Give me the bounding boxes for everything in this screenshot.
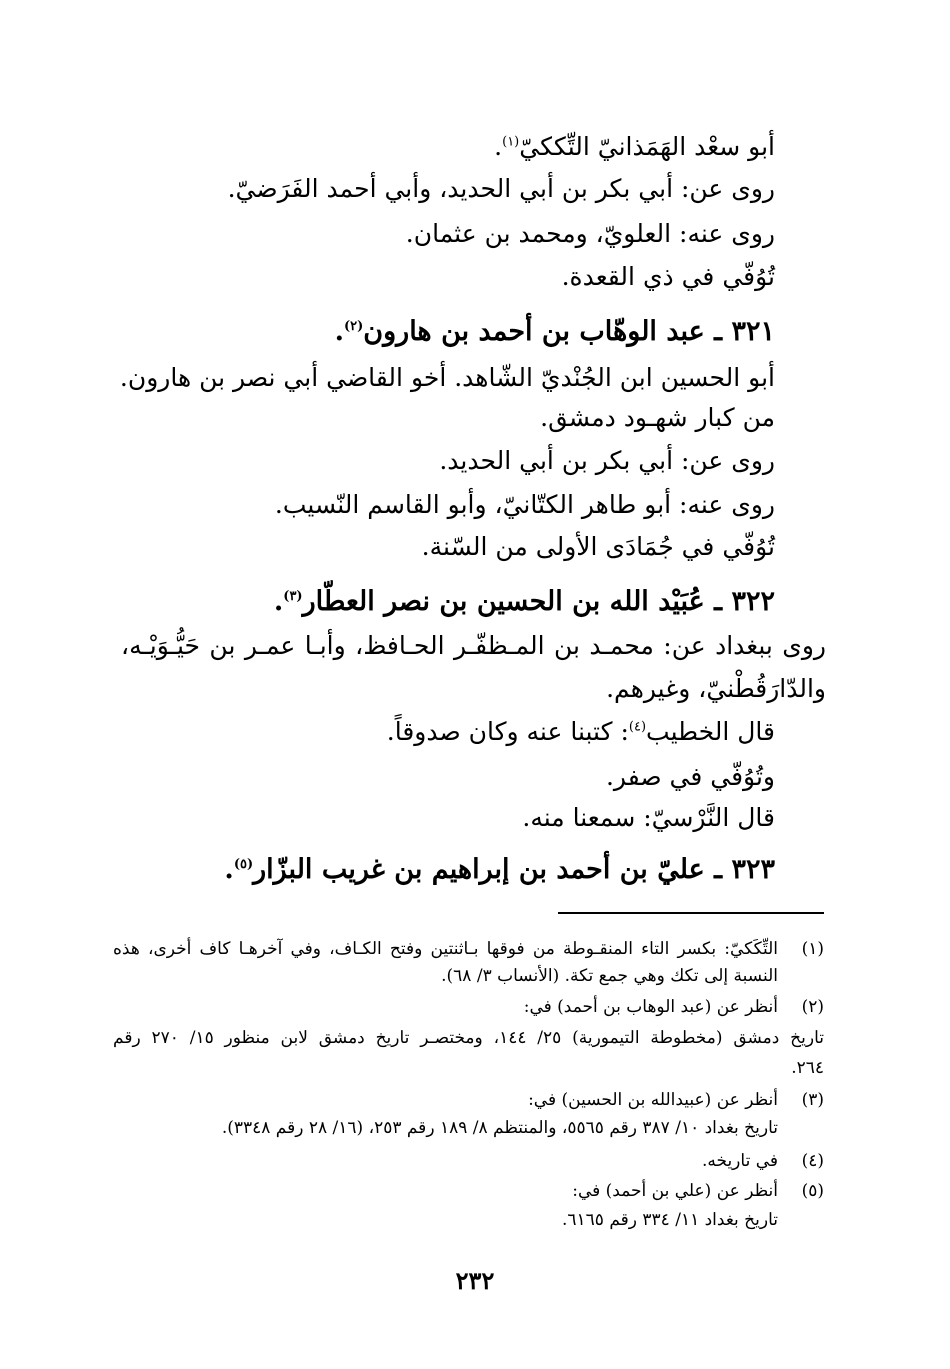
entry-323-heading-text: ٣٢٣ ـ عليّ بن أحمد بن إبراهيم بن غريب البزّار [253, 854, 775, 885]
footnote-2-line-1: أنظر عن (عبد الوهاب بن أحمد) في: [523, 997, 778, 1017]
entry-322-khatib-name: قال الخطيب [646, 717, 775, 746]
entry-321-heading-text: ٣٢١ ـ عبد الوهّاب بن أحمد بن هارون [363, 316, 775, 347]
footnote-3-number: (٣) [801, 1090, 824, 1110]
entry-321-identity: أبو الحسين ابن الجُنْديّ الشّاهد. أخو القاضي أبي نصر بن هارون. [119, 363, 775, 392]
entry-323-heading-end: . [224, 854, 234, 885]
footnote-ref-3: (٣) [283, 589, 303, 604]
entry-320-students: روى عنه: العلويّ، ومحمد بن عثمان. [405, 219, 775, 248]
entry-322-heading-end: . [273, 586, 284, 617]
footnote-5-number: (٥) [801, 1181, 824, 1201]
entry-322-teachers-cont: والدّارَقُطْنيّ، وغيرهم. [606, 674, 826, 703]
entry-322-heading-text: ٣٢٢ ـ عُبَيْد الله بن الحسين بن نصر العطّار [302, 586, 775, 617]
footnote-3-line-2: تاريخ بغداد ١٠/ ٣٨٧ رقم ٥٥٦٥، والمنتظم ٨/ ١٨٩ رقم ٢٥٣، (١٦/ ٢٨ رقم ٣٣٤٨). [221, 1118, 778, 1138]
footnote-3-line-1: أنظر عن (عبيدالله بن الحسين) في: [528, 1090, 778, 1110]
entry-321-heading [335, 312, 775, 352]
footnote-1-line-2: النسبة إلى تكك وهي جمع تكة. (الأنساب ٣/ ٦٨). [441, 966, 778, 986]
entry-321-teachers: روى عن: أبي بكر بن أبي الحديد. [439, 446, 775, 475]
entry-322-heading [274, 582, 775, 622]
footnote-2-number: (٢) [801, 997, 824, 1017]
entry-322-teachers: روى ببغداد عن: محمـد بن المـظفّـر الحـافظ، وأبـا عمـر بن حَيُّـوَيْـه، [121, 631, 826, 660]
footnote-5-line-2: تاريخ بغداد ١١/ ٣٣٤ رقم ٦١٦٥. [561, 1210, 778, 1230]
footnote-5-line-1: أنظر عن (علي بن أحمد) في: [572, 1181, 778, 1201]
entry-320-teachers: روى عن: أبي بكر بن أبي الحديد، وأبي أحمد الفَرَضيّ. [227, 174, 775, 203]
page-number: ٢٣٢ [455, 1266, 495, 1295]
footnote-ref-1: (١) [502, 134, 520, 150]
footnote-4-number: (٤) [801, 1151, 824, 1171]
entry-321-status: من كبار شهـود دمشق. [540, 403, 775, 432]
entry-322-khatib-text: : كتبنا عنه وكان صدوقاً. [386, 717, 629, 746]
entry-320-nisba-text: أبو سعْد الهَمَذانيّ التِّككيّ [519, 132, 775, 161]
footnote-ref-2: (٢) [344, 319, 364, 334]
footnote-2-line-3: ٢٦٤. [791, 1058, 824, 1078]
entry-321-students: روى عنه: أبو طاهر الكتّانيّ، وأبو القاسم النّسيب. [274, 490, 775, 519]
entry-322-death: وتُوُفّي في صفر. [605, 762, 775, 791]
entry-321-heading-end: . [334, 316, 344, 347]
entry-320-nisba-line [494, 127, 775, 167]
entry-322-narsi-quote: قال النَّرْسيّ: سمعنا منه. [522, 803, 775, 832]
footnote-2-line-2: تاريخ دمشق (مخطوطة التيمورية) ٢٥/ ١٤٤، ومختصـر تاريخ دمشق لابن منظور ١٥/ ٢٧٠ رقم [113, 1028, 824, 1048]
footnote-ref-5: (٥) [233, 857, 254, 872]
entry-322-khatib-quote [387, 712, 775, 752]
entry-320-death: تُوُفّي في ذي القعدة. [561, 262, 775, 291]
entry-320-nisba-end: . [494, 132, 503, 161]
footnote-1-number: (١) [801, 939, 824, 959]
footnote-4-line-1: في تاريخه. [701, 1151, 778, 1171]
footnote-separator [558, 912, 824, 914]
entry-323-heading [224, 850, 775, 890]
entry-321-death: تُوُفّي في جُمَادَى الأولى من السّنة. [421, 532, 775, 561]
footnote-ref-4: (٤) [628, 719, 647, 735]
footnote-1-line-1: التِّكَكيّ: بكسر التاء المنقـوطة من فوقها بـاثنتين وفتح الكـاف، وفي آخرهـا كاف أخرى، هذه [113, 939, 778, 959]
